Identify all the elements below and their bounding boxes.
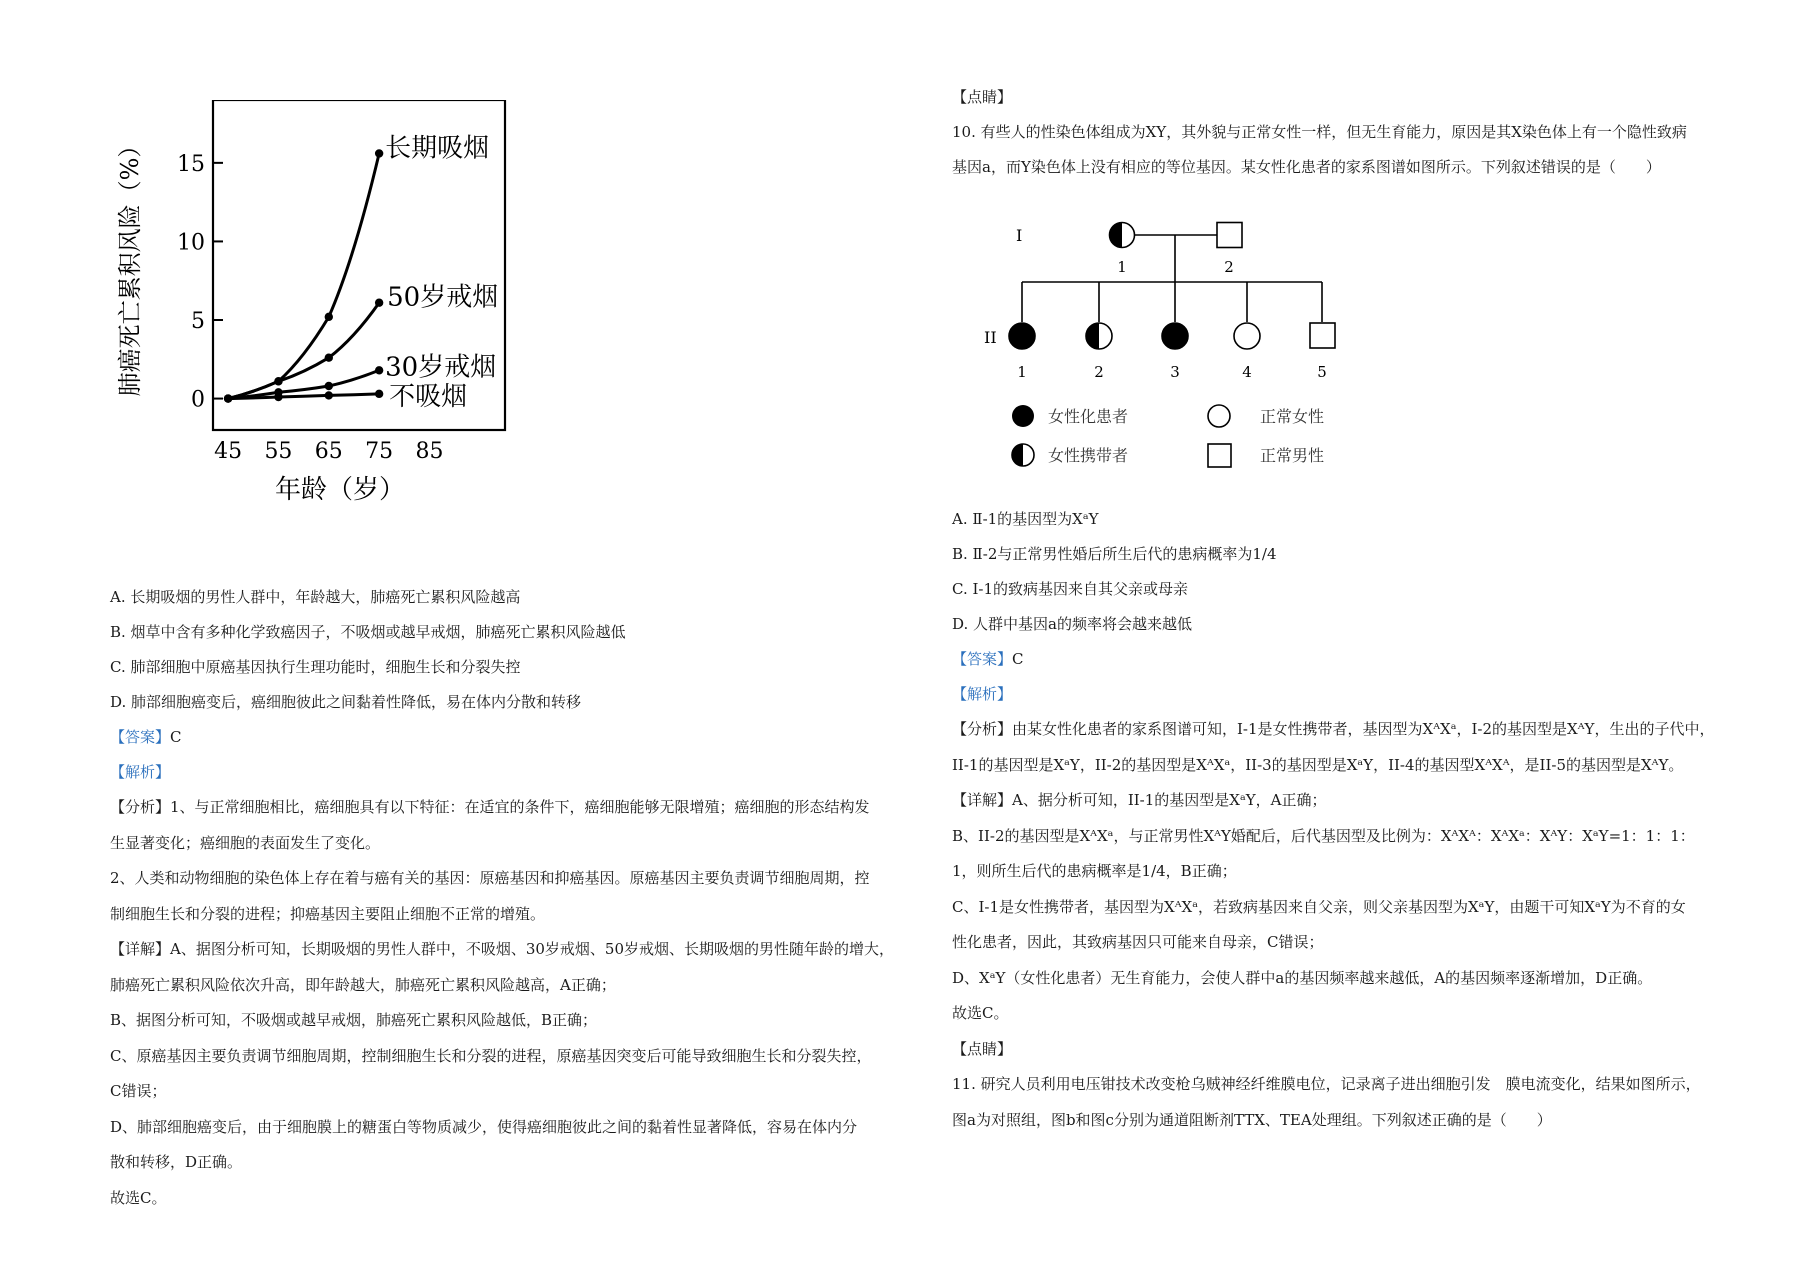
- x-axis-label: 年龄（岁）: [274, 475, 406, 505]
- individual-number: 3: [1170, 363, 1180, 381]
- right-column-top: [952, 80, 1782, 185]
- legend-female-symbol: [1208, 405, 1230, 427]
- conclusion-line: 故选C。: [952, 1004, 1009, 1022]
- risk-chart-svg: [110, 100, 570, 520]
- legend-carrier-label: 女性携带者: [1048, 446, 1129, 465]
- x-tick-label: 65: [314, 439, 343, 464]
- gen1-normal-male: [1217, 223, 1242, 248]
- detail-line: C错误；: [110, 1082, 167, 1100]
- detail-line: D、肺部细胞癌变后，由于细胞膜上的糖蛋白等物质减少，使得癌细胞彼此之间的黏着性显著降低，容易在体内分: [110, 1117, 858, 1136]
- detail-line: 【详解】A、据分析可知，II-1的基因型是XᵃY，A正确；: [952, 791, 1327, 809]
- option-a: A. 长期吸烟的男性人群中，年龄越大，肺癌死亡累积风险越高: [110, 588, 521, 606]
- question-10-line: 基因a，而Y染色体上没有相应的等位基因。某女性化患者的家系图谱如图所示。下列叙述错误的是（ ）: [952, 158, 1661, 176]
- right-column-bottom: [952, 502, 1782, 1138]
- answer-tag: 【答案】: [110, 728, 171, 746]
- data-point: [375, 366, 383, 374]
- data-point: [274, 393, 282, 401]
- individual-number: 5: [1317, 363, 1327, 381]
- y-tick-label: 10: [177, 230, 205, 256]
- detail-line: C、I-1是女性携带者，基因型为XᴬXᵃ，若致病基因来自父亲，则父亲基因型为XᵃY，由题干可知XᵃY为不育的女: [952, 897, 1686, 916]
- legend-male-label: 正常男性: [1260, 446, 1325, 465]
- option-a: A. Ⅱ-1的基因型为XᵃY: [952, 510, 1099, 528]
- data-point: [325, 354, 333, 362]
- data-point: [325, 391, 333, 399]
- data-point: [375, 149, 383, 157]
- pedigree-svg: [970, 195, 1350, 485]
- analysis-line: 【分析】1、与正常细胞相比，癌细胞具有以下特征：在适宜的条件下，癌细胞能够无限增殖；癌细胞的形态结构发: [110, 798, 870, 816]
- analysis-line: 【分析】由某女性化患者的家系图谱可知，I-1是女性携带者，基因型为XᴬXᵃ，I-2的基因型是XᴬY，生出的子代中，: [952, 720, 1715, 738]
- analysis-line: II-1的基因型是XᵃY，II-2的基因型是XᴬXᵃ，II-3的基因型是XᵃY，II-4的基因型XᴬXᴬ，是II-5的基因型是XᴬY。: [952, 755, 1684, 774]
- answer-line: [952, 642, 1782, 677]
- detail-line: C、原癌基因主要负责调节细胞周期，控制细胞生长和分裂的进程，原癌基因突变后可能导致细胞生长和分裂失控，: [110, 1046, 872, 1065]
- x-tick-label: 75: [365, 439, 394, 464]
- detail-line: 散和转移，D正确。: [110, 1153, 243, 1171]
- gen2-normal-male-5: [1310, 323, 1335, 348]
- legend-affected-symbol: [1012, 405, 1034, 427]
- y-tick-label: 5: [191, 309, 205, 334]
- analysis-line: 2、人类和动物细胞的染色体上存在着与癌有关的基因：原癌基因和抑癌基因。原癌基因主要负责调节细胞周期，控: [110, 869, 870, 887]
- data-point: [274, 377, 282, 385]
- data-point: [325, 313, 333, 321]
- analysis-line: 制细胞生长和分裂的进程；抑癌基因主要阻止细胞不正常的增殖。: [110, 904, 546, 923]
- generation-label-1: I: [1016, 226, 1023, 245]
- detail-line: B、II-2的基因型是XᴬXᵃ，与正常男性XᴬY婚配后，后代基因型及比例为：XᴬXᴬ：XᴬXᵃ：XᴬY：XᵃY=1：1：1：: [952, 826, 1695, 845]
- analysis-tag: 【解析】: [110, 763, 171, 781]
- option-d: D. 人群中基因a的频率将会越来越低: [952, 615, 1192, 633]
- detail-line: B、据图分析可知，不吸烟或越早戒烟，肺癌死亡累积风险越低，B正确；: [110, 1011, 598, 1029]
- question-10-line: 10. 有些人的性染色体组成为XY，其外貌与正常女性一样，但无生育能力，原因是其X染色体上有一个隐性致病: [952, 123, 1687, 141]
- gen2-carrier-2: [1086, 323, 1112, 349]
- pedigree-diagram: [970, 195, 1350, 485]
- legend-affected-label: 女性化患者: [1048, 407, 1129, 426]
- left-column: [110, 580, 920, 1216]
- series-line: [228, 303, 379, 399]
- gen2-normal-female-4: [1234, 323, 1260, 349]
- series-label: 50岁戒烟: [387, 282, 499, 313]
- answer-line: [110, 720, 920, 755]
- dianjing-tag: 【点睛】: [952, 1039, 1013, 1058]
- option-b: B. 烟草中含有多种化学致癌因子，不吸烟或越早戒烟，肺癌死亡累积风险越低: [110, 623, 626, 641]
- series-label: 不吸烟: [389, 381, 468, 412]
- data-point: [375, 390, 383, 398]
- data-point: [224, 394, 232, 402]
- legend-male-symbol: [1208, 444, 1231, 467]
- gen2-affected-1: [1009, 323, 1035, 349]
- lung-cancer-risk-chart: [110, 100, 570, 520]
- gen1-female-carrier: [1110, 223, 1135, 248]
- series-label: 30岁戒烟: [385, 352, 497, 383]
- analysis-line: 生显著变化；癌细胞的表面发生了变化。: [110, 833, 381, 852]
- data-point: [325, 382, 333, 390]
- option-c: C. 肺部细胞中原癌基因执行生理功能时，细胞生长和分裂失控: [110, 658, 521, 676]
- generation-label-2: II: [984, 328, 997, 347]
- x-tick-label: 45: [214, 439, 243, 464]
- option-d: D. 肺部细胞癌变后，癌细胞彼此之间黏着性降低，易在体内分散和转移: [110, 693, 582, 711]
- detail-line: 性化患者，因此，其致病基因只可能来自母亲，C错误；: [952, 933, 1324, 951]
- legend-carrier-symbol: [1012, 444, 1034, 466]
- x-tick-label: 85: [415, 439, 444, 464]
- detail-line: 【详解】A、据图分析可知，长期吸烟的男性人群中，不吸烟、30岁戒烟、50岁戒烟、长期吸烟的男性随年龄的增大，: [110, 940, 895, 958]
- legend-female-label: 正常女性: [1260, 407, 1325, 426]
- individual-number: 1: [1017, 363, 1027, 381]
- detail-line: D、XᵃY（女性化患者）无生育能力，会使人群中a的基因频率越来越低，A的基因频率逐渐增加，D正确。: [952, 968, 1653, 987]
- dianjing-tag: 【点睛】: [952, 88, 1013, 106]
- answer-value: C: [170, 728, 182, 746]
- individual-number: 2: [1224, 258, 1234, 276]
- option-b: B. Ⅱ-2与正常男性婚后所生后代的患病概率为1/4: [952, 545, 1277, 563]
- question-11-line: 11. 研究人员利用电压钳技术改变枪乌贼神经纤维膜电位，记录离子进出细胞引发 膜电流变化，结果如图所示，: [952, 1075, 1701, 1093]
- detail-line: 1，则所生后代的患病概率是1/4，B正确；: [952, 862, 1237, 880]
- y-tick-label: 0: [191, 387, 205, 413]
- detail-line: 肺癌死亡累积风险依次升高，即年龄越大，肺癌死亡累积风险越高，A正确；: [110, 975, 616, 994]
- gen2-affected-3: [1162, 323, 1188, 349]
- answer-value: C: [1012, 650, 1024, 668]
- series-label: 长期吸烟: [385, 133, 490, 164]
- series-line: [228, 153, 379, 398]
- individual-number: 2: [1094, 363, 1104, 381]
- y-axis-label: 肺癌死亡累积风险（%）: [116, 133, 144, 397]
- analysis-tag: 【解析】: [952, 685, 1013, 703]
- individual-number: 1: [1117, 258, 1127, 276]
- answer-tag: 【答案】: [952, 650, 1013, 668]
- option-c: C. Ⅰ-1的致病基因来自其父亲或母亲: [952, 580, 1189, 598]
- individual-number: 4: [1242, 363, 1252, 381]
- question-11-line: 图a为对照组，图b和图c分别为通道阻断剂TTX、TEA处理组。下列叙述正确的是（ ）: [952, 1110, 1552, 1129]
- data-point: [375, 299, 383, 307]
- conclusion-line: 故选C。: [110, 1188, 167, 1207]
- y-tick-label: 15: [177, 151, 205, 177]
- x-tick-label: 55: [264, 439, 293, 464]
